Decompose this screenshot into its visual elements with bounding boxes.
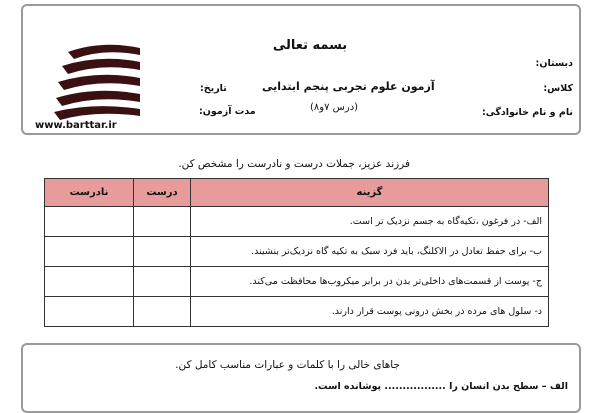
- section2-frame: [21, 343, 581, 413]
- bismillah-heading: بسمه تعالی: [272, 38, 348, 53]
- website-url: www.barttar.ir: [35, 120, 117, 131]
- date-label: تاریخ:: [200, 83, 227, 94]
- incorrect-cell[interactable]: [45, 267, 134, 297]
- section1-instruction: فرزند عزیز، جملات درست و نادرست را مشخص کن.: [178, 158, 410, 170]
- column-header-incorrect: نادرست: [45, 179, 134, 207]
- option-text: الف- در فرغون ،تکیه‌گاه به جسم نزدیک تر است.: [191, 207, 549, 237]
- incorrect-cell[interactable]: [45, 207, 134, 237]
- exam-title: آزمون علوم تجربی پنجم ابتدایی: [262, 80, 435, 93]
- barttar-logo-icon: [40, 42, 150, 122]
- incorrect-cell[interactable]: [45, 297, 134, 327]
- correct-cell[interactable]: [134, 267, 191, 297]
- lesson-label: (درس ۷و۸): [310, 102, 359, 113]
- table-row: [45, 237, 549, 267]
- correct-cell[interactable]: [134, 237, 191, 267]
- section2-instruction: جاهای خالی را با کلمات و عبارات مناسب کامل کن.: [175, 359, 400, 371]
- option-text: ج- پوست از قسمت‌های داخلی‌تر بدن در برابر میکروب‌ها محافظت می‌کند.: [191, 267, 549, 297]
- incorrect-cell[interactable]: [45, 237, 134, 267]
- true-false-table: [44, 178, 549, 327]
- correct-cell[interactable]: [134, 297, 191, 327]
- option-text: د- سلول های مرده در بخش درونی پوست قرار دارند.: [191, 297, 549, 327]
- name-label: نام و نام خانوادگی:: [481, 107, 573, 118]
- table-row: [45, 267, 549, 297]
- table-row: [45, 207, 549, 237]
- column-header-option: گزینه: [191, 179, 549, 207]
- school-label: دبستان:: [535, 58, 573, 69]
- table-header-row: [45, 179, 549, 207]
- correct-cell[interactable]: [134, 207, 191, 237]
- class-label: کلاس:: [543, 83, 573, 94]
- column-header-correct: درست: [134, 179, 191, 207]
- duration-label: مدت آزمون:: [199, 106, 256, 117]
- fill-in-item: الف – سطح بدن انسان را ................. پوشانده است.: [314, 381, 568, 392]
- option-text: ب- برای حفظ تعادل در الاکلنگ، باید فرد سبک به تکیه گاه نزدیک‌تر بنشیند.: [191, 237, 549, 267]
- table-row: [45, 297, 549, 327]
